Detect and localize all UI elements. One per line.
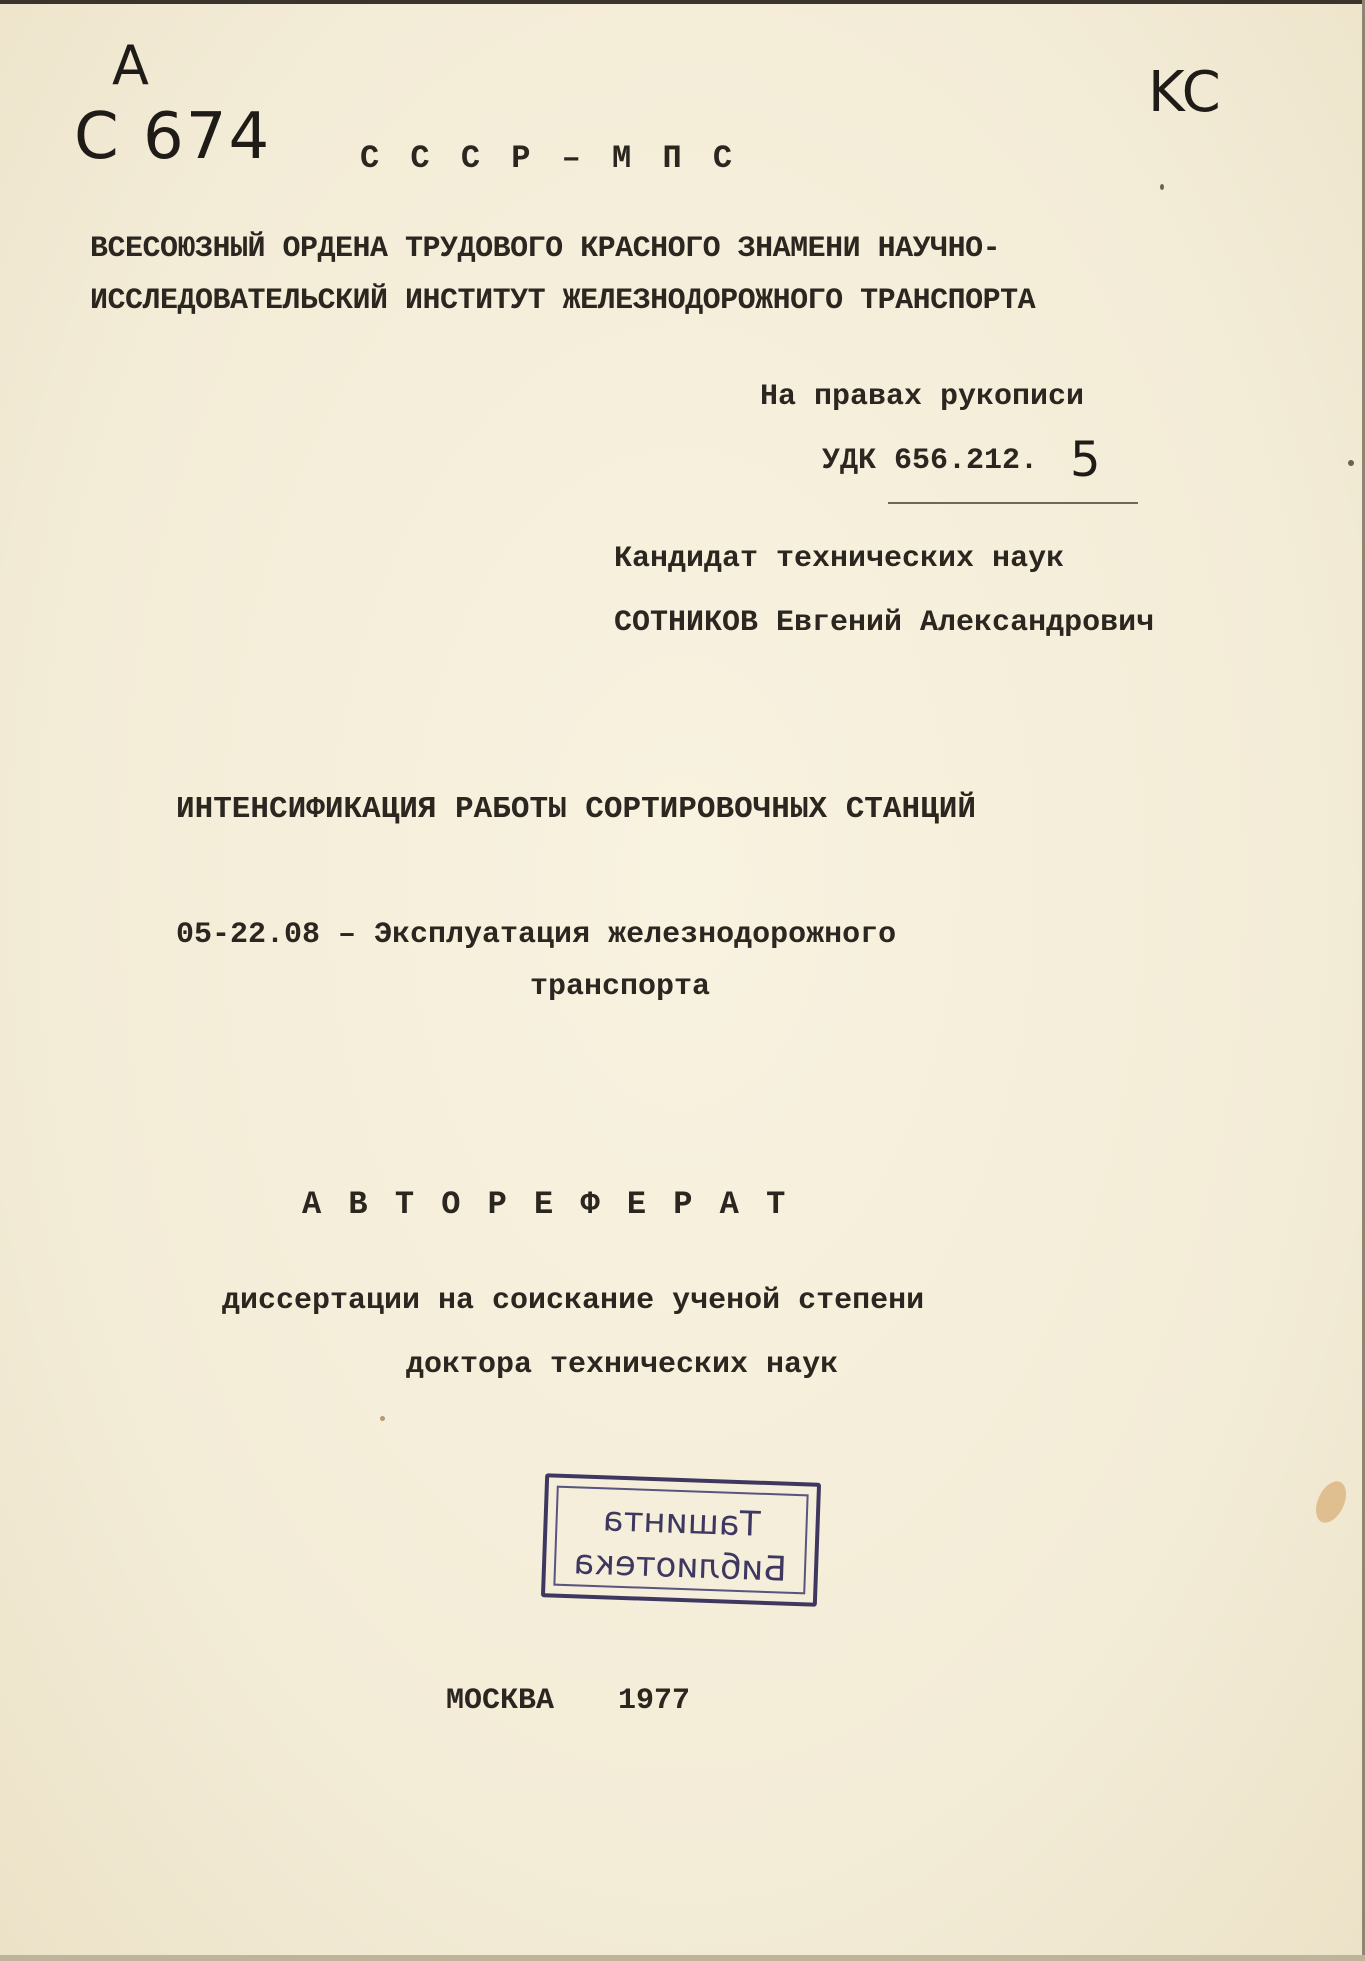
city: МОСКВА: [446, 1684, 555, 1718]
page-edge-bottom: [0, 1955, 1365, 1961]
stamp-line-1: Библиотека: [572, 1542, 788, 1590]
udk-underline: [888, 502, 1138, 504]
abstract-line-2: доктора технических наук: [406, 1348, 839, 1382]
handwritten-kc: KC: [1148, 60, 1221, 125]
year: 1977: [618, 1684, 691, 1718]
specialty-line-2: транспорта: [530, 970, 711, 1004]
library-stamp: [541, 1473, 821, 1607]
author-name: СОТНИКОВ Евгений Александрович: [614, 606, 1155, 640]
udk-code: УДК 656.212.: [822, 444, 1039, 478]
handwritten-a: A: [112, 34, 149, 97]
handwritten-udk-digit: 5: [1070, 432, 1101, 488]
page-edge-top: [0, 0, 1365, 4]
manuscript-rights: На правах рукописи: [760, 380, 1085, 414]
paper-stain: [1310, 1477, 1352, 1528]
author-degree: Кандидат технических наук: [614, 542, 1065, 576]
paper-speck: [380, 1416, 385, 1421]
paper-speck: [1160, 184, 1164, 190]
stamp-line-2: Ташинта: [602, 1499, 762, 1545]
abstract-line-1: диссертации на соискание ученой степени: [222, 1284, 925, 1318]
handwritten-code: C 674: [74, 100, 272, 174]
specialty-line-1: 05-22.08 – Эксплуатация железнодорожного: [176, 918, 897, 952]
dissertation-title: ИНТЕНСИФИКАЦИЯ РАБОТЫ СОРТИРОВОЧНЫХ СТАНЦИЙ: [176, 792, 976, 827]
paper-speck: [1348, 460, 1354, 466]
org-line-1: ВСЕСОЮЗНЫЙ ОРДЕНА ТРУДОВОГО КРАСНОГО ЗНАМЕНИ НАУЧНО-: [90, 232, 1001, 266]
abstract-heading: А В Т О Р Е Ф Е Р А Т: [302, 1186, 790, 1223]
org-line-2: ИССЛЕДОВАТЕЛЬСКИЙ ИНСТИТУТ ЖЕЛЕЗНОДОРОЖНОГО ТРАНСПОРТА: [90, 284, 1036, 318]
org-short: С С С Р – М П С: [360, 140, 739, 177]
